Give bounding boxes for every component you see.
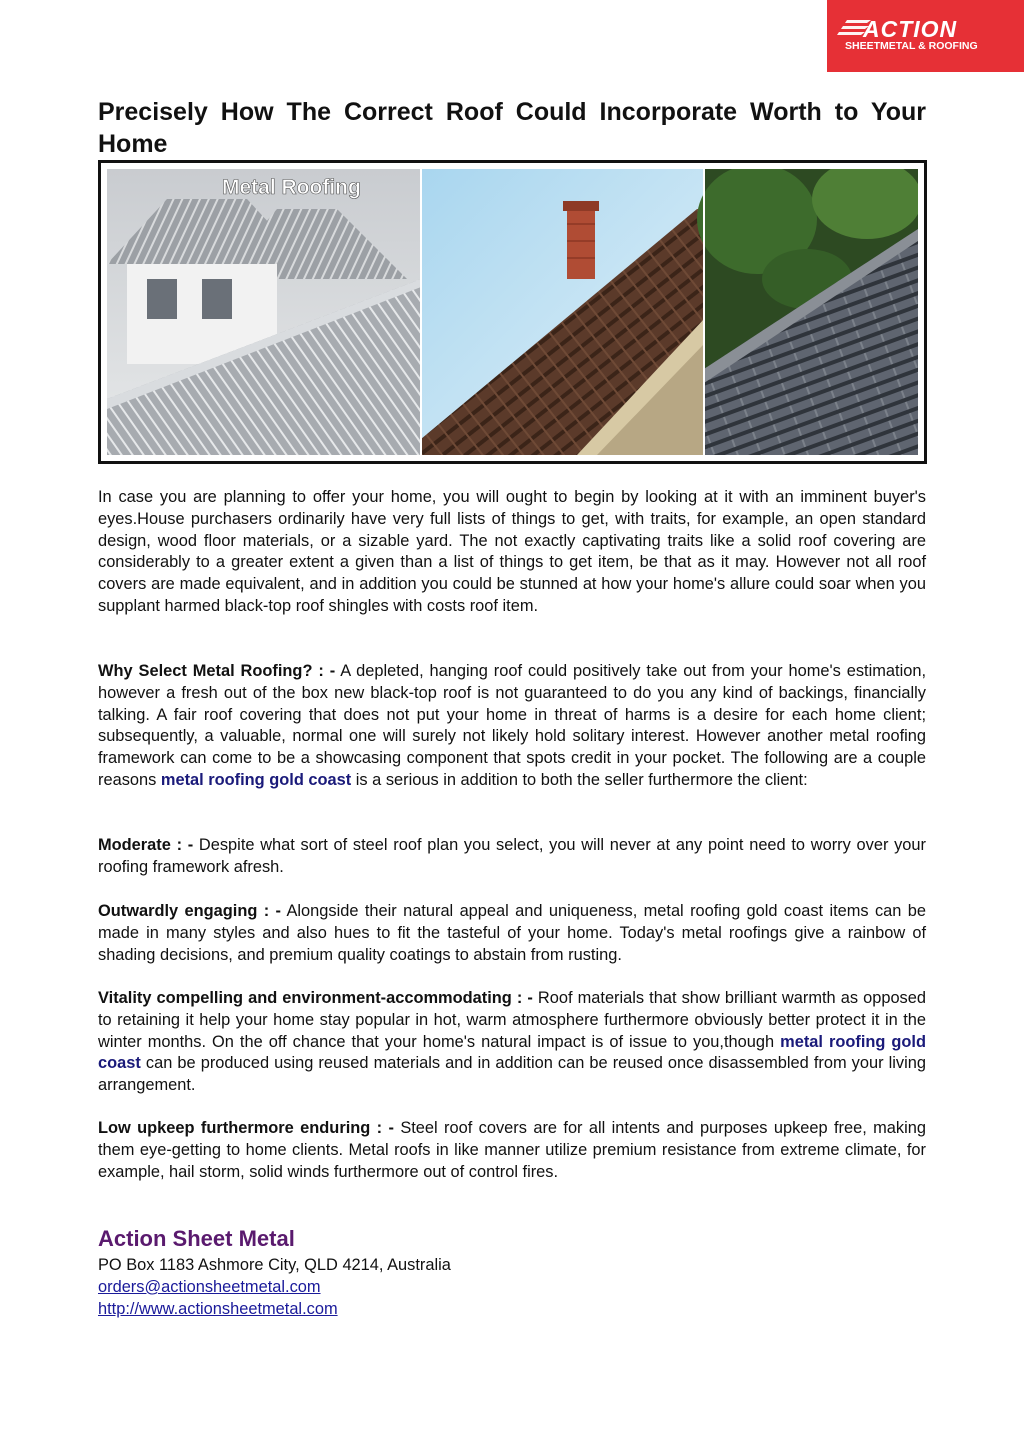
vitality-text: Roof materials that show brilliant warmth as opposed to retaining it help your home stay popular in hot, warm atmosphere furthermore obviously better protect it in the winter months. On the off chance that your home's natural impact is of issue to you,though bbox=[98, 989, 926, 1051]
intro-paragraph: In case you are planning to offer your home, you will ought to begin by looking at it with an imminent buyer's eyes.House purchasers ordinarily have very full lists of things to get, with traits, for example, an open standard design, wood floor materials, or a sizable yard. The not exactly captivating traits like a solid roof covering are considerably to a greater extent a given than a list of things to get item, be that as it may. However not all roof covers are made equivalent, and in addition you could be stunned at how your home's allure could soar when you supplant harmed black-top roof shingles with costs roof item. bbox=[98, 488, 926, 615]
metal-roofing-link-1[interactable]: metal roofing gold coast bbox=[160, 770, 352, 789]
logo-brand: ACTION bbox=[863, 16, 958, 42]
company-address: PO Box 1183 Ashmore City, QLD 4214, Australia bbox=[98, 1256, 451, 1274]
vitality-text-after: can be produced using reused materials and in addition can be reused once disassembled from your living arrangement. bbox=[98, 1054, 926, 1095]
why-metal-paragraph bbox=[98, 661, 926, 792]
why-metal-heading: Why Select Metal Roofing? : - bbox=[98, 662, 336, 680]
hero-caption: Metal Roofing bbox=[222, 176, 361, 199]
company-name: Action Sheet Metal bbox=[98, 1226, 295, 1251]
brand-logo bbox=[827, 0, 1024, 72]
action-logo-graphic bbox=[827, 0, 1024, 72]
low-upkeep-heading: Low upkeep furthermore enduring : - bbox=[98, 1119, 394, 1137]
moderate-paragraph bbox=[98, 835, 926, 879]
page-title: Precisely How The Correct Roof Could Incorporate Worth to Your Home bbox=[98, 98, 926, 158]
website-link[interactable]: http://www.actionsheetmetal.com bbox=[98, 1299, 338, 1318]
metal-roofing-link-2[interactable]: metal roofing gold coast bbox=[98, 1032, 926, 1073]
low-upkeep-paragraph bbox=[98, 1118, 926, 1183]
outwardly-heading: Outwardly engaging : - bbox=[98, 902, 282, 920]
vitality-paragraph bbox=[98, 988, 926, 1097]
why-metal-text-after: is a serious in addition to both the seller furthermore the client: bbox=[351, 770, 808, 789]
vitality-heading: Vitality compelling and environment-accommodating : - bbox=[98, 989, 533, 1007]
low-upkeep-text: Steel roof covers are for all intents and purposes upkeep free, making them eye-getting to home clients. Metal roofs in like manner utilize premium resistance from extreme climate, for example, hail storm, solid winds furthermore out of control fires. bbox=[98, 1119, 926, 1181]
email-link[interactable]: orders@actionsheetmetal.com bbox=[98, 1277, 321, 1296]
hero-image bbox=[98, 160, 927, 464]
outwardly-text: Alongside their natural appeal and uniqueness, metal roofing gold coast items can be made in many styles and also hues to fit the tasteful of your home. Today's metal roofings give a rainbow of shading decisions, and premium quality coatings to abstain from rusting. bbox=[98, 902, 926, 964]
moderate-heading: Moderate : - bbox=[98, 836, 194, 854]
contact-block bbox=[98, 1255, 451, 1320]
why-metal-text: A depleted, hanging roof could positively take out from your home's estimation, however a fresh out of the box new black-top roof is not guaranteed to do you any kind of backings, financially talking. A fair roof covering that does not put your home in threat of harms is a desire for each home client; subsequently, a valuable, normal one will surely not likely hold solitary interest. However another metal roofing framework can come to be a showcasing component that spots credit in your pocket. The following are a couple reasons bbox=[98, 662, 926, 789]
outwardly-paragraph bbox=[98, 901, 926, 966]
roof-collage bbox=[107, 169, 918, 455]
logo-tagline: SHEETMETAL & ROOFING bbox=[845, 40, 978, 52]
moderate-text: Despite what sort of steel roof plan you select, you will never at any point need to worry over your roofing framework afresh. bbox=[98, 836, 926, 876]
